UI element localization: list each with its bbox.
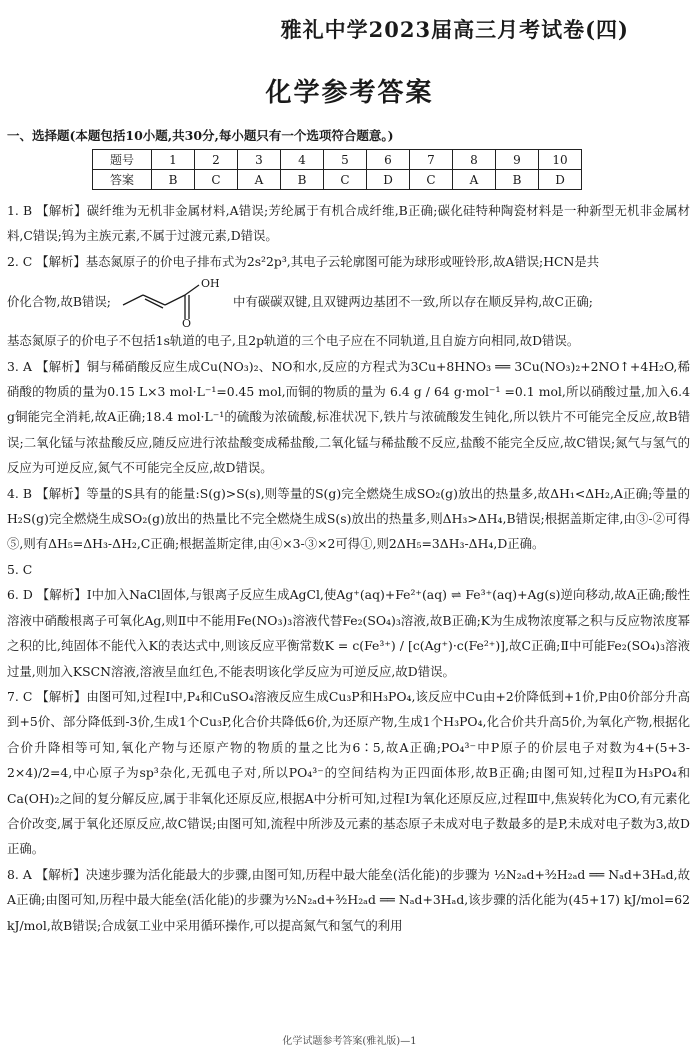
question-number: 2 [195,150,238,170]
explanation-q2-left: 价化合物,故B错误; [7,293,111,309]
acrylic-acid-structure-icon [117,275,227,327]
svg-text:OH: OH [200,277,220,291]
question-number: 9 [496,150,539,170]
question-number: 7 [410,150,453,170]
row-label: 答案 [93,170,152,190]
answer-cell: A [453,170,496,190]
question-number: 5 [324,150,367,170]
explanation-q3: 3. A 【解析】铜与稀硝酸反应生成Cu(NO₃)₂、NO和水,反应的方程式为3Cu+8HNO₃ ══ 3Cu(NO₃)₂+2NO↑+4H₂O,稀硝酸的物质的量为0.15 L×3 mol·L⁻¹=0.45 mol,而铜的物质的量为 6.4 g / 64 g·mol⁻¹ =0.1 mol,所以硝酸过量,加入6.4 g铜能完全消耗,故A正确;18.4 mol·L⁻¹的硫酸为浓硫酸,标准状况下,铁片与浓硫酸发生钝化,所以铁片不可能完全反应,故B错误;二氧化锰与浓盐酸反应,随反应进行浓盐酸变成稀盐酸,二氧化锰与稀盐酸不反应,盐酸不能完全反应,故C错误;氮气与氢气的反应为可逆反应,氮气不可能完全反应,故D错误。 [7,358,690,476]
table-row-numbers [93,150,582,170]
answer-table [92,149,582,190]
question-number: 6 [367,150,410,170]
answer-cell: B [496,170,539,190]
answer-cell: C [324,170,367,190]
answer-cell: C [195,170,238,190]
question-number: 8 [453,150,496,170]
answer-cell: B [152,170,195,190]
question-number: 10 [539,150,582,170]
explanation-q8: 8. A 【解析】决速步骤为活化能最大的步骤,由图可知,历程中最大能垒(活化能)的步骤为 ½N₂ₐd+³⁄₂H₂ₐd ══ Nₐd+3Hₐd,故A正确;由图可知,历程中最大能垒(活化能)的步骤为½N₂ₐd+³⁄₂H₂ₐd ══ Nₐd+3Hₐd,该步骤的活化能为(45+17) kJ/mol=62 kJ/mol,故B错误;合成氨工业中采用循环操作,可以提高氮气和氢气的利用 [7,866,690,933]
question-number: 1 [152,150,195,170]
page-footer: 化学试题参考答案(雅礼版)—1 [282,1036,417,1047]
explanation-q7: 7. C 【解析】由图可知,过程Ⅰ中,P₄和CuSO₄溶液反应生成Cu₃P和H₃PO₄,该反应中Cu由+2价降低到+1价,P由0价部分升高到+5价、部分降低到-3价,生成1个Cu₃P,化合价共降低6价,为还原产物,生成1个H₃PO₄,化合价共升高5价,为氧化产物,根据化合价升降相等可知,氧化产物与还原产物的物质的量之比为6∶5,故A正确;PO₄³⁻中P原子的价层电子对数为4+(5+3-2×4)/2=4,中心原子为sp³杂化,无孤电子对,所以PO₄³⁻的空间结构为正四面体形,故B正确;由图可知,过程Ⅱ为H₃PO₄和Ca(OH)₂之间的复分解反应,属于非氧化还原反应,根据A中分析可知,过程Ⅰ为氧化还原反应,过程Ⅲ中,焦炭转化为CO,有元素化合价改变,属于氧化还原反应,故C错误;由图可知,流程中所涉及元素的基态原子未成对电子数最多的是P,未成对电子数为3,故D正确。 [7,688,690,857]
svg-text:O: O [181,317,191,328]
explanation-q1: 1. B 【解析】碳纤维为无机非金属材料,A错误;芳纶属于有机合成纤维,B正确;碳化硅特种陶瓷材料是一种新型无机非金属材料,C错误;钨为主族元素,不属于过渡元素,D错误。 [7,203,690,244]
question-number: 3 [238,150,281,170]
row-label: 题号 [93,150,152,170]
exam-header-title: 雅礼中学2023届高三月考试卷(四) [280,17,629,42]
answer-cell: D [539,170,582,190]
page-title: 化学参考答案 [265,78,434,108]
explanation-q6: 6. D 【解析】Ⅰ中加入NaCl固体,与银离子反应生成AgCl,使Ag⁺(aq)+Fe²⁺(aq) ⇌ Fe³⁺(aq)+Ag(s)逆向移动,故A正确;酸性溶液中硝酸根离子可氧化Ag,则Ⅱ中不能用Fe(NO₃)₃溶液代替Fe₂(SO₄)₃溶液,故B正确;K为生成物浓度幂之积与反应物浓度幂之积的比,纯固体不能代入K的表达式中,则该反应平衡常数K = c(Fe³⁺) / [c(Ag⁺)·c(Fe²⁺)],故C正确;Ⅱ中可能Fe₂(SO₄)₃溶液过量,则加入KSCN溶液,溶液呈血红色,不能表明该化学反应为可逆反应,故D错误。 [7,587,690,679]
table-row-answers [93,170,582,190]
explanations [7,198,690,938]
section-title: 一、选择题(本题包括10小题,共30分,每小题只有一个选项符合题意。) [7,128,394,143]
explanation-q5: 5. C [7,561,33,577]
answer-cell: D [367,170,410,190]
explanation-q2-structure-line [7,274,690,328]
explanation-q2: 2. C 【解析】基态氮原子的价电子排布式为2s²2p³,其电子云轮廓图可能为球形或哑铃形,故A错误;HCN是共 [7,253,600,269]
answer-cell: A [238,170,281,190]
explanation-q2-right: 中有碳碳双键,且双键两边基团不一致,所以存在顺反异构,故C正确; [232,293,593,309]
explanation-q4: 4. B 【解析】等量的S具有的能量:S(g)>S(s),则等量的S(g)完全燃烧生成SO₂(g)放出的热量多,故ΔH₁<ΔH₂,A正确;等量的H₂S(g)完全燃烧生成SO₂(g)放出的热量比不完全燃烧生成S(s)放出的热量多,则ΔH₃>ΔH₄,B错误;根据盖斯定律,由③-②可得⑤,则有ΔH₅=ΔH₃-ΔH₂,C正确;根据盖斯定律,由④×3-③×2可得①,则2ΔH₅=3ΔH₃-ΔH₄,D正确。 [7,485,690,552]
answer-cell: C [410,170,453,190]
question-number: 4 [281,150,324,170]
explanation-q2-cont: 基态氮原子的价电子不包括1s轨道的电子,且2p轨道的三个电子应在不同轨道,且自旋方向相同,故D错误。 [7,333,580,349]
answer-cell: B [281,170,324,190]
